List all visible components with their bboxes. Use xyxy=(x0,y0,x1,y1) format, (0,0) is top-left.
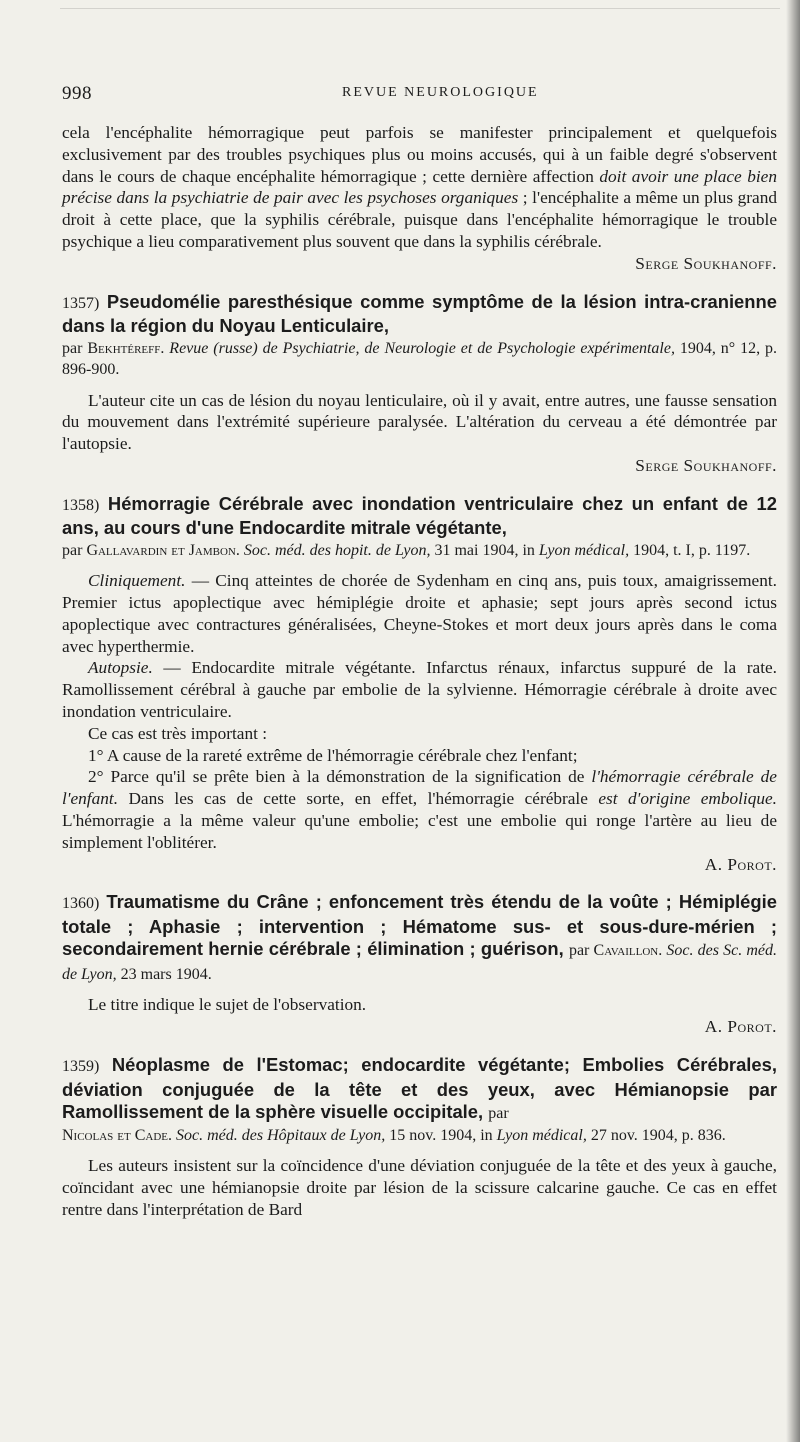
section-label: Cliniquement. xyxy=(88,571,186,591)
intro-paragraph xyxy=(62,122,777,253)
journal-name: Soc. des Sc. méd. de Lyon, xyxy=(62,942,778,983)
entry-title xyxy=(62,891,777,985)
entry-title-text: Néoplasme de l'Estomac; endocardite végétante; Embolies Cérébrales, déviation conjuguée de la tête et des yeux, avec Hémianopsie par Ramollissement de la sphère visuelle occipitale, xyxy=(62,1054,777,1123)
ref-details: 1904, t. I, p. 1197. xyxy=(633,541,751,559)
ref-date: 31 mai 1904, in xyxy=(434,541,535,559)
paragraph-text: Dans les cas de cette sorte, en effet, l'hémorragie cérébrale xyxy=(118,789,599,809)
numbered-point xyxy=(62,766,777,853)
intro-text-end: ; l'encéphalite a même un plus grand droit à cette place, que la syphilis cérébrale, puisque dans l'encéphalite hémorragique le trouble psychique a lieu comparativement plus souvent que dans la syphilis cérébrale. xyxy=(62,188,777,251)
ref-details: 27 nov. 1904, p. 836. xyxy=(590,1126,726,1144)
entry-title xyxy=(62,1054,777,1125)
page-edge-line xyxy=(60,8,780,9)
intro-text: cela l'encéphalite hémorragique peut parfois se manifester principalement et quelquefois exclusivement par des troubles psychiques plus ou moins accusés, qui à un faible degré s'observent dans le cours de chaque encéphalite hémorragique ; cette dernière affection xyxy=(62,123,777,186)
emphasis: est d'origine embolique. xyxy=(598,789,777,809)
page-content xyxy=(62,122,777,1220)
signature: A. Porot. xyxy=(704,1017,777,1037)
entry-number: 1359) xyxy=(62,1058,100,1076)
entry-title-text: Pseudomélie paresthésique comme symptôme de la lésion intra-cranienne dans la région du Noyau Lenticulaire, xyxy=(62,290,777,337)
body-paragraph: Ce cas est très important : xyxy=(88,723,268,743)
entry-author: Bekhtéreff. xyxy=(87,339,165,357)
entry-title-text: Traumatisme du Crâne ; enfoncement très étendu de la voûte ; Hémiplégie totale ; Aphasie ; intervention ; Hématome sus- et sous-dure-mérien ; secondairement hernie cérébrale ; élimination ; guérison, xyxy=(62,891,777,960)
entry-body: Les auteurs insistent sur la coïncidence d'une déviation conjuguée de la tête et des yeux à gauche, coïncidant avec une hémianopsie droite par lésion de la scissure calcarine gauche. Ce cas en effet rentre dans l'interprétation de Bard xyxy=(62,1156,777,1219)
entry-title xyxy=(62,291,777,338)
entry-1359 xyxy=(62,1054,777,1220)
ref-par: par xyxy=(62,339,83,357)
ref-par: par xyxy=(62,541,83,559)
journal-name-2: Lyon médical, xyxy=(496,1126,587,1144)
entry-reference xyxy=(62,540,777,562)
entry-author: Gallavardin et Jambon. xyxy=(86,541,240,559)
entry-title xyxy=(62,493,777,540)
entry-number: 1358) xyxy=(62,496,100,514)
paragraph-text: — Endocardite mitrale végétante. Infarctus rénaux, infarctus suppuré de la rate. Ramollissement cérébral à gauche par embolie de la sylvienne. Hémorragie cérébrale à droite avec inondation ventriculaire. xyxy=(62,658,777,722)
numbered-point: 1° A cause de la rareté extrême de l'hémorragie cérébrale chez l'enfant; xyxy=(88,745,578,765)
binding-shadow xyxy=(786,0,800,1442)
signature: Serge Soukhanoff. xyxy=(635,253,777,273)
entry-title-text: Hémorragie Cérébrale avec inondation ventriculaire chez un enfant de 12 ans, au cours d'une Endocardite mitrale végétante, xyxy=(62,492,777,539)
entry-author: Nicolas et Cade. xyxy=(62,1126,172,1144)
entry-body: Le titre indique le sujet de l'observation. xyxy=(88,995,367,1015)
entry-1358 xyxy=(62,493,777,876)
entry-author: Cavaillon. xyxy=(593,942,663,960)
entry-body: L'auteur cite un cas de lésion du noyau lenticulaire, où il y avait, entre autres, une fausse sensation du mouvement dans l'extrémité supérieure paralysée. L'altération du cerveau a été démontrée par l'autopsie. xyxy=(62,390,777,454)
paragraph-text: — Cinq atteintes de chorée de Sydenham en cinq ans, puis toux, amaigrissement. Premier ictus apoplectique avec hémiplégie droite et aphasie; sept jours après second ictus apoplectique avec contractures généralisées, Cheyne-Stokes et mort deux jours après dans le coma avec hyperthermie. xyxy=(62,571,777,656)
section-label: Autopsie. xyxy=(88,658,153,678)
ref-par: par xyxy=(488,1105,509,1123)
entry-reference xyxy=(62,338,777,381)
paragraph-text: 2° Parce qu'il se prête bien à la démonstration de la signification de xyxy=(88,767,592,787)
ref-par: par xyxy=(568,942,590,960)
entry-reference xyxy=(62,1125,777,1147)
emphasis: l'hémorragie cérébrale de l'enfant. xyxy=(62,767,777,809)
paragraph-text: L'hémorragie a la même valeur qu'une embolie; c'est une embolie qui ronge l'artère au lieu de simplement l'oblitérer. xyxy=(62,811,777,852)
entry-1360 xyxy=(62,891,777,1038)
clinical-paragraph xyxy=(62,570,777,657)
journal-name: Revue (russe) de Psychiatrie, de Neurologie et de Psychologie expérimentale, xyxy=(169,339,675,357)
entry-number: 1360) xyxy=(62,895,100,913)
journal-name: Soc. méd. des Hôpitaux de Lyon, xyxy=(176,1126,386,1144)
ref-details: 1904, n° 12, p. 896-900. xyxy=(62,339,778,379)
entry-1357 xyxy=(62,291,777,477)
ref-date: 15 nov. 1904, in xyxy=(389,1126,493,1144)
page-number: 998 xyxy=(62,83,92,104)
journal-name: Soc. méd. des hopit. de Lyon, xyxy=(243,541,431,559)
running-head: REVUE NEUROLOGIQUE xyxy=(342,85,539,100)
page-header xyxy=(62,83,782,105)
journal-name-2: Lyon médical, xyxy=(538,541,630,559)
signature: Serge Soukhanoff. xyxy=(635,455,777,475)
signature: A. Porot. xyxy=(704,854,777,874)
ref-details: 23 mars 1904. xyxy=(120,965,212,983)
entry-number: 1357) xyxy=(62,294,100,312)
autopsy-paragraph xyxy=(62,657,777,722)
intro-emphasis: doit avoir une place bien précise dans la psychiatrie de pair avec les psychoses organiques xyxy=(62,166,777,208)
